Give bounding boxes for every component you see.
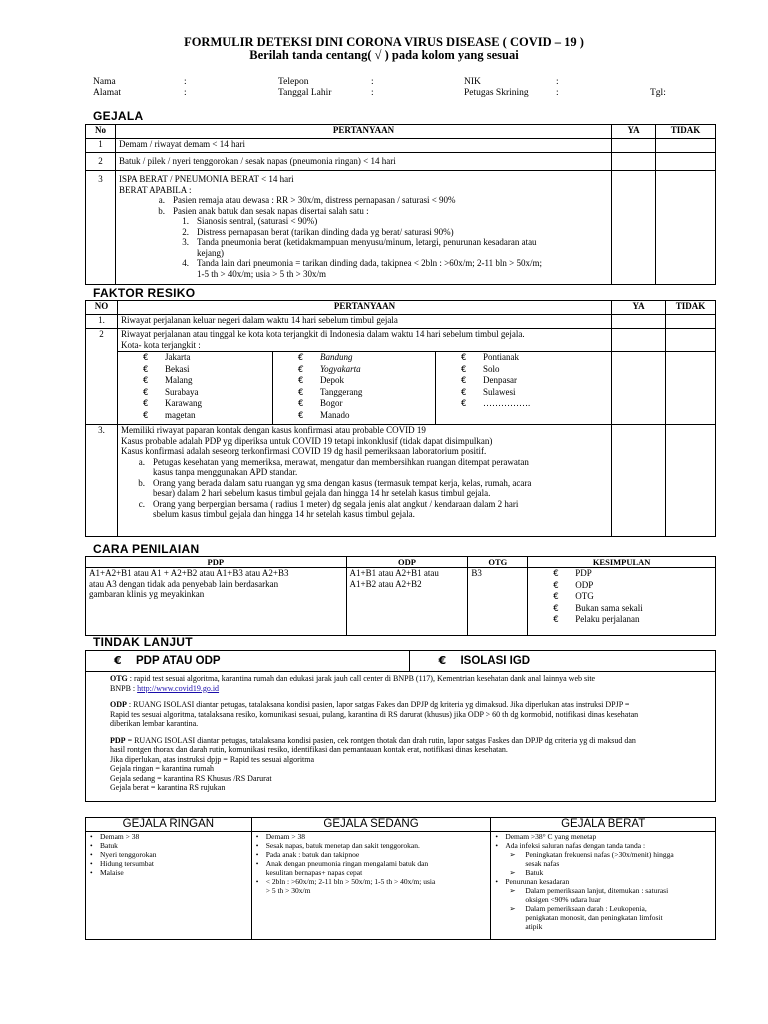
list-item: Distress pernapasan berat (tarikan dinding dada yg berat/ saturasi 90%) (196, 226, 454, 237)
bullet: • (90, 850, 93, 859)
checkbox-icon[interactable]: € (297, 399, 304, 409)
otg-label: OTG (110, 674, 128, 683)
checkbox-icon[interactable]: € (142, 387, 149, 398)
col-header-tidak: TIDAK (666, 301, 716, 315)
kesimpulan-item: Pelaku perjalanan (575, 614, 640, 624)
pdp-text: Jika diperlukan, atas instruksi dpjp = Rapid tes sesuai algoritma (110, 754, 315, 764)
faktor-table (85, 300, 716, 537)
form-title: FORMULIR DETEKSI DINI CORONA VIRUS DISEASE ( COVID – 19 ) (184, 35, 584, 49)
list-item: Pada anak : batuk dan takipnoe (265, 850, 360, 859)
kota-item: Bekasi (164, 363, 190, 374)
question-kota-terjangkit (117, 329, 611, 425)
colon: : (556, 88, 559, 98)
bullet: • (495, 841, 498, 850)
bullet: • (255, 850, 259, 859)
list-marker: 2. (182, 226, 189, 237)
row-no: 1 (86, 139, 116, 153)
checkbox-icon[interactable]: € (297, 376, 304, 386)
pdp-text: Gejala sedang = karantina RS Khusus /RS Darurat (110, 773, 272, 783)
pdp-text: Gejala berat = karantina RS rujukan (110, 783, 226, 792)
checkbox-icon[interactable]: € (553, 569, 559, 579)
kota-grid (118, 351, 613, 424)
list-item-cont: atipik (525, 922, 543, 931)
option-isolasi-igd[interactable] (410, 651, 716, 672)
checkbox-tidak[interactable] (666, 425, 716, 537)
checkbox-icon[interactable]: € (553, 592, 559, 602)
checkbox-icon[interactable]: € (297, 364, 304, 375)
checkbox-icon[interactable]: € (142, 376, 149, 386)
colon: : (371, 77, 374, 87)
pdp-text: hasil rontgen thorax dan darah rutin, komunikasi resiko, identifikasi dan pemantauan kontak erat, notifikasi dinas kesehatan. (110, 745, 508, 754)
list-item: Orang yang berpergian bersama ( radius 1 meter) dg segala jenis alat angkut / kendaraan dalam 2 hari (152, 498, 519, 509)
bullet: • (90, 832, 93, 841)
checkbox-tidak[interactable] (666, 315, 716, 329)
checkbox-icon[interactable]: € (553, 615, 559, 625)
list-marker: b. (158, 205, 165, 216)
checkbox-icon[interactable]: € (460, 387, 467, 398)
list-item: Anak dengan pneumonia ringan mengalami batuk dan (265, 859, 429, 868)
list-item: Peningkatan frekuensi nafas (>30x/menit) hingga (525, 850, 674, 859)
list-item: Malaise (100, 868, 124, 877)
checkbox-icon[interactable]: € (460, 364, 467, 375)
checkbox-icon[interactable]: € (553, 580, 559, 591)
row-no: 2 (86, 329, 118, 425)
kota-col-1 (118, 352, 273, 424)
list-item: Dalam pemeriksaan darah : Leukopenia, (525, 904, 647, 913)
list-item: Penurunan kesadaran (505, 877, 570, 886)
row-no: 3. (86, 425, 118, 537)
checkbox-tidak[interactable] (656, 139, 716, 153)
checkbox-icon[interactable]: € (114, 654, 122, 667)
label-tanggal-lahir: Tanggal Lahir (278, 88, 332, 98)
checkbox-tidak[interactable] (656, 153, 716, 171)
kontak-line: Kasus konfirmasi adalah seseorg terkonfirmasi COVID 19 dg hasil pemeriksaan laboratorium positif. (120, 446, 487, 456)
col-header-tidak: TIDAK (656, 125, 716, 139)
kontak-line: Kasus probable adalah PDP yg diperiksa untuk COVID 19 tetapi inkonklusif (tidak dapat disimpulkan) (120, 435, 493, 446)
list-item-cont: penigkatan monosit, dan peningkatan limfosit (525, 913, 663, 922)
kota-item: Bandung (319, 352, 353, 362)
checkbox-icon[interactable]: € (460, 399, 467, 409)
list-item: Nyeri tenggorokan (100, 850, 157, 859)
col-header-ya: YA (612, 301, 666, 315)
checkbox-icon[interactable]: € (297, 387, 304, 398)
kota-item: Denpasar (482, 375, 517, 385)
option-label: PDP ATAU ODP (136, 655, 221, 667)
list-item-cont: kejang) (196, 247, 224, 258)
arrow-icon: ➢ (509, 886, 516, 895)
checkbox-icon[interactable]: € (142, 353, 149, 363)
list-marker: c. (138, 498, 145, 509)
pdp-label: PDP (110, 735, 126, 745)
label-nik: NIK (464, 77, 481, 87)
kota-item: Bogor (319, 398, 343, 408)
list-item: Hidung tersumbat (100, 859, 154, 868)
checkbox-tidak[interactable] (656, 171, 716, 285)
kota-item: Depok (319, 375, 344, 385)
question-text: Riwayat perjalanan atau tinggal ke kota kota terjangkit di Indonesia dalam waktu 14 hari sebelum timbul gejala. (120, 329, 525, 339)
otg-text: BNPB : (110, 683, 138, 693)
bullet: • (255, 859, 259, 868)
list-item: Dalam pemeriksaan lanjut, ditemukan : saturasi (525, 886, 669, 895)
checkbox-ya[interactable] (612, 315, 666, 329)
kota-item: Tanggerang (319, 386, 363, 397)
colon: : (371, 88, 374, 98)
list-marker: a. (138, 456, 145, 467)
bullet: • (495, 877, 498, 886)
list-item: Sianosis sentral, (saturasi < 90%) (196, 216, 318, 226)
arrow-icon: ➢ (509, 904, 516, 913)
kategori-gejala-table (85, 817, 716, 940)
tindak-detail (86, 672, 716, 802)
kota-item: Jakarta (164, 352, 191, 362)
bullet: • (90, 868, 93, 877)
list-item: Batuk (100, 841, 118, 850)
list-item: Tanda pneumonia berat (ketidakmampuan menyusu/minum, letargi, penurunan kesadaran atau (196, 237, 537, 247)
col-header-no: NO (86, 301, 118, 315)
question-luar-negeri: Riwayat perjalanan keluar negeri dalam waktu 14 hari sebelum timbul gejala (117, 315, 611, 329)
bullet: • (495, 832, 498, 841)
kota-item: Solo (482, 363, 500, 374)
row-no: 3 (86, 171, 116, 285)
col-header-pdp: PDP (86, 557, 347, 568)
question-kontak (117, 425, 611, 537)
option-label: ISOLASI IGD (460, 655, 531, 667)
question-ispa-berat (115, 171, 611, 285)
gejala-ringan-list (86, 832, 252, 940)
odp-line: A1+B1 atau A2+B1 atau (349, 568, 439, 578)
kesimpulan-item: OTG (575, 591, 594, 601)
kesimpulan-item: ODP (575, 579, 594, 590)
odp-criteria (346, 568, 468, 636)
kota-item: Pontianak (482, 352, 519, 362)
list-marker: 4. (182, 258, 189, 268)
kota-item: ……………. (482, 398, 531, 408)
gejala-sedang-list (251, 832, 491, 940)
checkbox-icon[interactable]: € (142, 399, 149, 409)
option-pdp-odp[interactable] (86, 651, 410, 672)
penilaian-table (85, 556, 716, 636)
gejala-table (85, 124, 716, 285)
section-faktor-title: FAKTOR RESIKO (93, 286, 196, 300)
list-marker: b. (138, 477, 145, 488)
otg-criteria: B3 (468, 568, 528, 636)
label-nama: Nama (93, 77, 116, 87)
tindak-table (85, 650, 716, 802)
kota-col-3 (436, 352, 613, 424)
ispa-line: ISPA BERAT / PNEUMONIA BERAT < 14 hari (118, 174, 294, 184)
kota-item: Karawang (164, 398, 202, 408)
checkbox-icon[interactable]: € (297, 353, 304, 363)
col-header-no: No (86, 125, 116, 139)
list-item: Demam >38° C yang menetap (505, 832, 597, 841)
section-gejala-title: GEJALA (93, 109, 144, 123)
col-header-pertanyaan: PERTANYAAN (117, 301, 611, 315)
checkbox-icon[interactable]: € (142, 410, 149, 421)
col-header-odp: ODP (346, 557, 468, 568)
list-item: Petugas kesehatan yang memeriksa, merawat, mengatur dan membersihkan ruangan ditempat perawatan (152, 456, 529, 467)
kota-col-2 (273, 352, 436, 424)
covid19-link[interactable]: http://www.covid19.go.id (137, 683, 220, 693)
list-item-cont: sbelum kasus timbul gejala dan hingga 14 hr setelah kasus timbul gejala. (152, 509, 415, 519)
checkbox-icon[interactable]: € (460, 353, 467, 363)
arrow-icon: ➢ (509, 850, 516, 859)
pdp-criteria (86, 568, 347, 636)
list-item: Orang yang berada dalam satu ruangan yg sma dengan kasus (termasuk tempat kerja, kelas, rumah, acara (152, 477, 532, 488)
question-demam: Demam / riwayat demam < 14 hari (115, 139, 611, 153)
list-item: Tanda lain dari pneumonia = tarikan dinding dada, takipnea < 2bln : >60x/m; 2-11 bln > 50x/m; (196, 258, 542, 268)
label-telepon: Telepon (278, 77, 309, 87)
checkbox-ya[interactable] (612, 329, 666, 425)
list-item: Demam > 38 (265, 832, 305, 841)
list-marker: 3. (182, 237, 189, 247)
list-item-cont: oksigen <90% udara luar (525, 895, 601, 904)
colon: : (184, 88, 187, 98)
colon: : (556, 77, 559, 87)
pdp-line: A1+A2+B1 atau A1 + A2+B2 atau A1+B3 atau A2+B3 (89, 568, 289, 578)
pdp-text: Gejala ringan = karantina rumah (110, 764, 215, 773)
col-header-ya: YA (612, 125, 656, 139)
bullet: • (90, 841, 93, 850)
col-header-otg: OTG (468, 557, 528, 568)
list-item: Demam > 38 (100, 832, 140, 841)
list-item-cont: > 5 th > 30x/m (265, 886, 311, 895)
checkbox-icon[interactable]: € (460, 376, 467, 386)
pdp-line: atau A3 dengan tidak ada penyebab lain berdasarkan (89, 578, 279, 589)
checkbox-ya[interactable] (612, 139, 656, 153)
pdp-text: = RUANG ISOLASI diantar petugas, tatalaksana kondisi pasien, cek rontgen thotak dan drah rutin, lapor satgas Faskes dan DPJP dg criteria yg di maksud dan (125, 735, 636, 745)
label-alamat: Alamat (93, 88, 121, 98)
label-petugas: Petugas Skrining (464, 88, 529, 98)
list-item-cont: kasus tanpa menggunakan APD standar. (152, 467, 298, 477)
colon: : (184, 77, 187, 87)
kesimpulan-item: Bukan sama sekali (575, 602, 643, 613)
section-penilaian-title: CARA PENILAIAN (93, 542, 200, 556)
bullet: • (255, 832, 259, 841)
section-tindak-title: TINDAK LANJUT (93, 635, 193, 649)
checkbox-icon[interactable]: € (297, 410, 304, 421)
gejala-ringan-title: GEJALA RINGAN (86, 818, 252, 832)
gejala-sedang-title: GEJALA SEDANG (251, 818, 491, 832)
bullet: • (255, 841, 259, 850)
row-no: 1. (86, 315, 118, 329)
list-item-cont: 1-5 th > 40x/m; usia > 5 th > 30x/m (196, 268, 326, 279)
odp-line: A1+B2 atau A2+B2 (349, 578, 422, 589)
list-item: < 2bln : >60x/m; 2-11 bln > 50x/m; 1-5 th > 40x/m; usia (265, 877, 436, 886)
gejala-berat-list (491, 832, 716, 940)
arrow-icon: ➢ (509, 868, 516, 877)
otg-text: : rapid test sesuai algoritma, karantina rumah dan edukasi jarak jauh call center di BNPB (117), Kementrian kesehatan dank anal lainnya web site (127, 674, 596, 683)
kota-item: Manado (319, 409, 350, 420)
pdp-line: gambaran klinis yg meyakinkan (89, 589, 205, 599)
bullet: • (90, 859, 93, 868)
checkbox-ya[interactable] (612, 153, 656, 171)
form-subtitle: Berilah tanda centang( √ ) pada kolom yang sesuai (249, 48, 519, 62)
row-no: 2 (86, 153, 116, 171)
odp-text: Rapid tes sesuai algoritma, tatalaksana resiko, komunikasi sesuai, pulang, karantina di RS darurat (khusus) jika ODP > 60 th dg kormobid, notifikasi dinas kesehatan (110, 709, 639, 719)
gejala-berat-title: GEJALA BERAT (491, 818, 716, 832)
list-item-cont: besar) dalam 2 hari sebelum kasus timbul gejala dan hingga 14 hr setelah kasus timbul gejala. (152, 488, 491, 498)
col-header-kesimpulan: KESIMPULAN (528, 557, 716, 568)
list-item: Pasien remaja atau dewasa : RR > 30x/m, distress pernapasan / saturasi < 90% (172, 195, 456, 205)
list-item: Batuk (525, 868, 544, 877)
list-marker: 1. (182, 216, 189, 226)
question-batuk: Batuk / pilek / nyeri tenggorokan / sesak napas (pneumonia ringan) < 14 hari (115, 153, 611, 171)
odp-text: diberikan lembar karantina. (110, 719, 199, 728)
bullet: • (255, 877, 259, 886)
list-item: Ada infeksi saluran nafas dengan tanda tanda : (505, 841, 646, 850)
kontak-line: Memiliki riwayat paparan kontak dengan kasus konfirmasi atau probable COVID 19 (120, 425, 426, 435)
odp-label: ODP (110, 700, 127, 709)
kota-item: Yogyakarta (319, 363, 361, 374)
checkbox-ya[interactable] (612, 425, 666, 537)
list-item-cont: sesak nafas (525, 859, 560, 868)
checkbox-ya[interactable] (612, 171, 656, 285)
berat-apabila-line: BERAT APABILA : (118, 184, 192, 195)
kesimpulan-list (528, 568, 716, 636)
kota-item: Surabaya (164, 386, 199, 397)
list-item-cont: kesulitan bernapas+ napas cepat (265, 868, 363, 877)
odp-text: : RUANG ISOLASI diantar petugas, tatalaksana kondisi pasien, lapor satgas Fakes dan DPJP dg kriteria yg dimaksud. Jika diperlukan atas instruksi DPJP = (126, 700, 630, 709)
list-item: Sesak napas, batuk menetap dan sakit tenggorokan. (265, 841, 420, 850)
checkbox-icon[interactable]: € (553, 603, 559, 614)
checkbox-icon[interactable]: € (438, 654, 447, 667)
list-marker: a. (158, 195, 165, 205)
kesimpulan-item: PDP (575, 568, 592, 578)
checkbox-tidak[interactable] (666, 329, 716, 425)
list-item: Pasien anak batuk dan sesak napas disertai salah satu : (172, 205, 369, 216)
label-tgl: Tgl: (650, 88, 666, 98)
kota-item: Sulawesi (482, 386, 516, 397)
checkbox-icon[interactable]: € (142, 364, 149, 375)
kota-item: Malang (164, 375, 193, 385)
kota-item: magetan (164, 409, 196, 420)
col-header-pertanyaan: PERTANYAAN (115, 125, 611, 139)
kota-subtitle: Kota- kota terjangkit : (120, 339, 201, 350)
